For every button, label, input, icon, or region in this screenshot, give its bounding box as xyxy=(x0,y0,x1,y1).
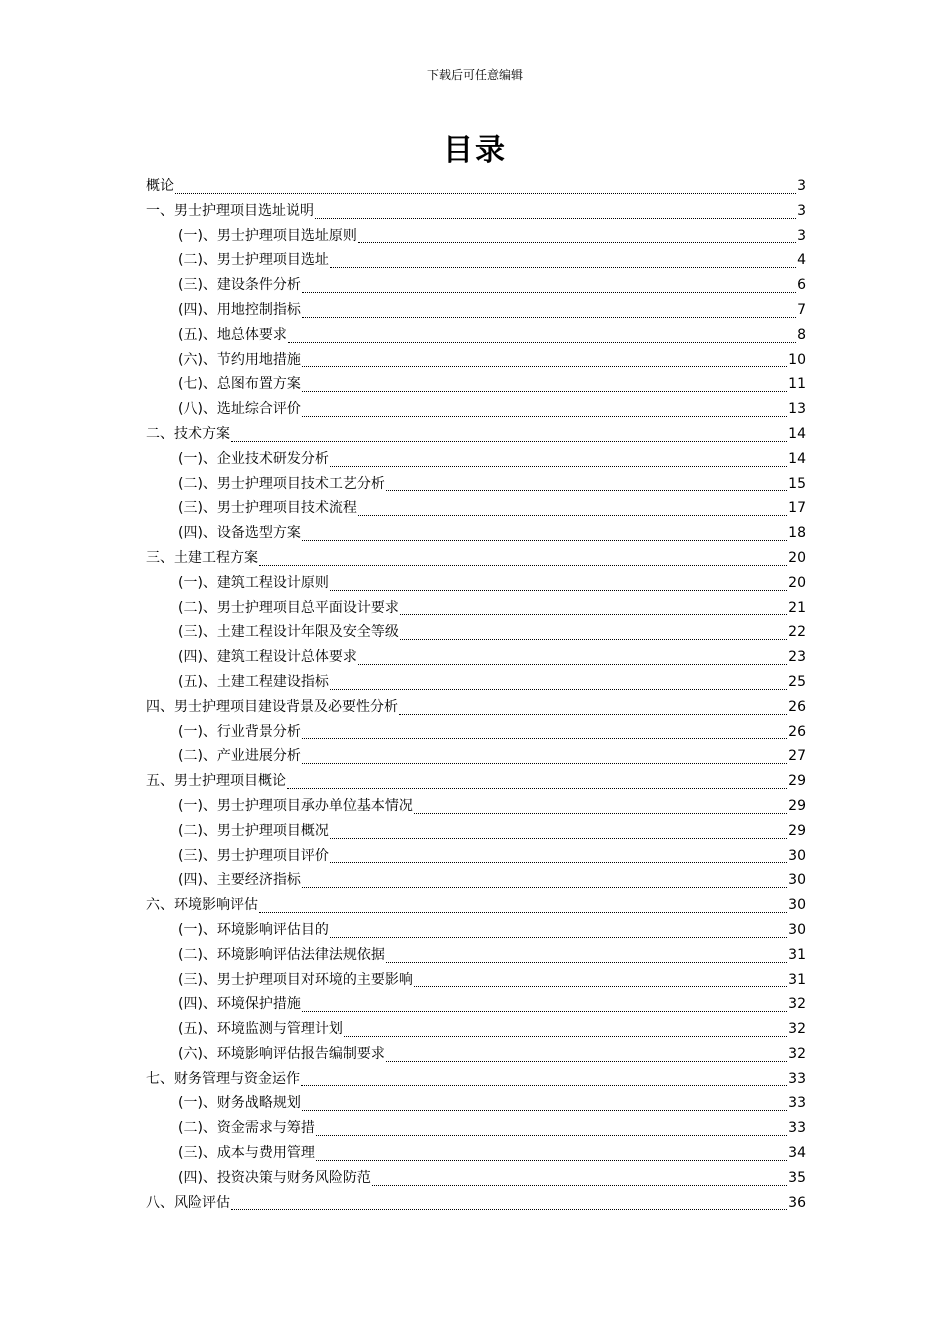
toc-entry-page: 30 xyxy=(788,847,806,864)
toc-entry-title: (四)、建筑工程设计总体要求 xyxy=(178,649,357,666)
toc-entry-page: 30 xyxy=(788,897,806,914)
toc-entry-page: 30 xyxy=(788,921,806,938)
toc-entry-page: 14 xyxy=(788,425,806,442)
toc-entry-title: (一)、建筑工程设计原则 xyxy=(178,574,329,591)
toc-entry-page: 3 xyxy=(797,178,806,194)
toc-entry-title: (一)、行业背景分析 xyxy=(178,723,301,740)
toc-leader-dots xyxy=(302,272,796,293)
toc-entry[interactable] xyxy=(146,496,806,521)
toc-entry-page: 17 xyxy=(788,500,806,517)
toc-entry-page: 31 xyxy=(788,946,806,963)
toc-leader-dots xyxy=(358,222,796,243)
toc-leader-dots xyxy=(231,421,787,442)
toc-entry[interactable] xyxy=(146,397,806,422)
toc-leader-dots xyxy=(330,446,787,467)
toc-leader-dots xyxy=(414,793,787,814)
toc-entry-page: 6 xyxy=(797,277,806,294)
toc-entry-title: (一)、男士护理项目承办单位基本情况 xyxy=(178,797,413,814)
toc-leader-dots xyxy=(301,1065,787,1086)
toc-entry-title: (三)、男士护理项目技术流程 xyxy=(178,500,357,517)
toc-entry-title: (二)、产业进展分析 xyxy=(178,748,301,765)
toc-leader-dots xyxy=(316,1140,787,1161)
toc-leader-dots xyxy=(330,818,787,839)
toc-entry[interactable] xyxy=(146,273,806,298)
toc-entry[interactable] xyxy=(146,968,806,993)
toc-entry-title: (七)、总图布置方案 xyxy=(178,376,301,393)
toc-entry-title: 三、土建工程方案 xyxy=(146,549,258,566)
toc-entry-page: 22 xyxy=(788,624,806,641)
toc-entry-page: 36 xyxy=(788,1194,806,1211)
toc-leader-dots xyxy=(386,1041,787,1062)
toc-entry[interactable] xyxy=(146,769,806,794)
toc-entry-title: (三)、土建工程设计年限及安全等级 xyxy=(178,624,399,641)
toc-entry-title: 四、男士护理项目建设背景及必要性分析 xyxy=(146,698,398,715)
toc-entry[interactable] xyxy=(146,819,806,844)
toc-entry-page: 29 xyxy=(788,797,806,814)
toc-leader-dots xyxy=(330,917,787,938)
toc-entry-page: 14 xyxy=(788,450,806,467)
toc-entry-title: (五)、环境监测与管理计划 xyxy=(178,1021,343,1038)
toc-entry-page: 8 xyxy=(797,326,806,343)
toc-entry-page: 23 xyxy=(788,649,806,666)
toc-entry[interactable] xyxy=(146,348,806,373)
toc-entry-title: 概论 xyxy=(146,178,174,194)
toc-leader-dots xyxy=(302,1090,787,1111)
toc-entry-page: 34 xyxy=(788,1145,806,1162)
toc-entry[interactable] xyxy=(146,472,806,497)
toc-leader-dots xyxy=(231,1189,787,1210)
toc-entry[interactable] xyxy=(146,199,806,224)
toc-entry-page: 29 xyxy=(788,822,806,839)
toc-entry-page: 35 xyxy=(788,1169,806,1186)
toc-entry[interactable] xyxy=(146,844,806,869)
toc-entry-title: (四)、环境保护措施 xyxy=(178,996,301,1013)
toc-entry[interactable] xyxy=(146,670,806,695)
toc-leader-dots xyxy=(316,1115,787,1136)
toc-entry-page: 33 xyxy=(788,1120,806,1137)
toc-entry-page: 15 xyxy=(788,475,806,492)
toc-leader-dots xyxy=(302,371,787,392)
toc-entry-title: 二、技术方案 xyxy=(146,425,230,442)
toc-entry-page: 27 xyxy=(788,748,806,765)
toc-entry-title: (四)、主要经济指标 xyxy=(178,872,301,889)
toc-leader-dots xyxy=(302,520,787,541)
toc-entry-title: (二)、男士护理项目选址 xyxy=(178,252,329,269)
toc-entry-page: 30 xyxy=(788,872,806,889)
toc-entry[interactable] xyxy=(146,1166,806,1191)
toc-leader-dots xyxy=(330,669,787,690)
toc-entry-title: (二)、男士护理项目总平面设计要求 xyxy=(178,599,399,616)
toc-leader-dots xyxy=(358,644,787,665)
toc-entry[interactable] xyxy=(146,893,806,918)
toc-entry[interactable] xyxy=(146,720,806,745)
toc-entry-page: 11 xyxy=(788,376,806,393)
toc-entry-page: 3 xyxy=(797,227,806,244)
toc-entry[interactable] xyxy=(146,1191,806,1216)
toc-leader-dots xyxy=(288,322,796,343)
toc-entry-title: 七、财务管理与资金运作 xyxy=(146,1070,300,1087)
toc-leader-dots xyxy=(302,297,796,318)
toc-entry-page: 18 xyxy=(788,525,806,542)
page-title: 目录 xyxy=(443,133,507,168)
toc-entry-title: (二)、资金需求与筹措 xyxy=(178,1120,315,1137)
table-of-contents xyxy=(146,174,806,1215)
toc-entry-title: (二)、男士护理项目概况 xyxy=(178,822,329,839)
toc-entry-page: 13 xyxy=(788,401,806,418)
toc-leader-dots xyxy=(399,694,787,715)
toc-entry-page: 32 xyxy=(788,1045,806,1062)
toc-entry-title: (一)、男士护理项目选址原则 xyxy=(178,227,357,244)
toc-leader-dots xyxy=(330,247,796,268)
toc-leader-dots xyxy=(302,991,787,1012)
toc-entry[interactable] xyxy=(146,794,806,819)
toc-entry-title: (六)、环境影响评估报告编制要求 xyxy=(178,1045,385,1062)
toc-entry-title: (三)、成本与费用管理 xyxy=(178,1145,315,1162)
toc-leader-dots xyxy=(414,966,787,987)
toc-leader-dots xyxy=(259,892,787,913)
toc-entry-page: 25 xyxy=(788,673,806,690)
toc-leader-dots xyxy=(330,842,787,863)
toc-entry-page: 10 xyxy=(788,351,806,368)
toc-leader-dots xyxy=(372,1165,787,1186)
toc-entry[interactable] xyxy=(146,422,806,447)
toc-leader-dots xyxy=(175,173,796,194)
page-header: 下载后可任意编辑 xyxy=(426,68,523,82)
toc-entry[interactable] xyxy=(146,620,806,645)
toc-leader-dots xyxy=(386,470,787,491)
toc-entry[interactable] xyxy=(146,571,806,596)
toc-entry[interactable] xyxy=(146,174,806,199)
toc-entry-title: (一)、环境影响评估目的 xyxy=(178,921,329,938)
toc-entry-page: 31 xyxy=(788,971,806,988)
toc-entry-title: (四)、投资决策与财务风险防范 xyxy=(178,1169,371,1186)
toc-entry-title: (八)、选址综合评价 xyxy=(178,401,301,418)
toc-entry[interactable] xyxy=(146,248,806,273)
toc-entry[interactable] xyxy=(146,1042,806,1067)
toc-entry[interactable] xyxy=(146,1091,806,1116)
toc-entry[interactable] xyxy=(146,596,806,621)
toc-entry-page: 32 xyxy=(788,1021,806,1038)
toc-leader-dots xyxy=(302,718,787,739)
toc-leader-dots xyxy=(259,545,787,566)
toc-entry-title: (三)、男士护理项目评价 xyxy=(178,847,329,864)
toc-entry-title: (六)、节约用地措施 xyxy=(178,351,301,368)
toc-entry-title: (二)、环境影响评估法律法规依据 xyxy=(178,946,385,963)
toc-entry-title: (五)、土建工程建设指标 xyxy=(178,673,329,690)
toc-entry[interactable] xyxy=(146,447,806,472)
toc-entry-page: 26 xyxy=(788,698,806,715)
toc-entry-page: 4 xyxy=(797,252,806,269)
toc-leader-dots xyxy=(302,867,787,888)
toc-entry[interactable] xyxy=(146,943,806,968)
toc-entry-title: (一)、财务战略规划 xyxy=(178,1095,301,1112)
toc-entry[interactable] xyxy=(146,992,806,1017)
toc-entry-title: 五、男士护理项目概论 xyxy=(146,773,286,790)
toc-entry[interactable] xyxy=(146,546,806,571)
toc-entry-title: 八、风险评估 xyxy=(146,1194,230,1211)
toc-entry[interactable] xyxy=(146,695,806,720)
toc-leader-dots xyxy=(400,619,787,640)
toc-leader-dots xyxy=(302,396,787,417)
toc-leader-dots xyxy=(302,743,787,764)
toc-entry-page: 33 xyxy=(788,1095,806,1112)
toc-entry[interactable] xyxy=(146,224,806,249)
toc-entry[interactable] xyxy=(146,1141,806,1166)
toc-entry-page: 33 xyxy=(788,1070,806,1087)
toc-entry[interactable] xyxy=(146,1017,806,1042)
toc-entry[interactable] xyxy=(146,1067,806,1092)
toc-entry-page: 20 xyxy=(788,574,806,591)
toc-entry[interactable] xyxy=(146,645,806,670)
toc-entry-page: 20 xyxy=(788,549,806,566)
toc-entry-title: (三)、男士护理项目对环境的主要影响 xyxy=(178,971,413,988)
toc-leader-dots xyxy=(315,198,796,219)
toc-entry-page: 7 xyxy=(797,301,806,318)
toc-entry-page: 29 xyxy=(788,773,806,790)
toc-leader-dots xyxy=(302,346,787,367)
toc-entry-title: 六、环境影响评估 xyxy=(146,897,258,914)
toc-entry-title: (四)、设备选型方案 xyxy=(178,525,301,542)
toc-leader-dots xyxy=(358,495,787,516)
toc-entry-page: 3 xyxy=(797,202,806,219)
toc-entry[interactable] xyxy=(146,918,806,943)
toc-leader-dots xyxy=(400,594,787,615)
toc-entry-title: (三)、建设条件分析 xyxy=(178,277,301,294)
toc-entry[interactable] xyxy=(146,372,806,397)
toc-leader-dots xyxy=(386,942,787,963)
toc-entry-title: (二)、男士护理项目技术工艺分析 xyxy=(178,475,385,492)
toc-entry[interactable] xyxy=(146,323,806,348)
toc-entry[interactable] xyxy=(146,1116,806,1141)
toc-entry[interactable] xyxy=(146,744,806,769)
toc-entry-title: (五)、地总体要求 xyxy=(178,326,287,343)
toc-entry-title: 一、男士护理项目选址说明 xyxy=(146,202,314,219)
toc-entry[interactable] xyxy=(146,521,806,546)
toc-entry[interactable] xyxy=(146,298,806,323)
toc-entry[interactable] xyxy=(146,868,806,893)
toc-entry-title: (四)、用地控制指标 xyxy=(178,301,301,318)
toc-entry-page: 21 xyxy=(788,599,806,616)
toc-entry-page: 32 xyxy=(788,996,806,1013)
toc-entry-page: 26 xyxy=(788,723,806,740)
toc-leader-dots xyxy=(287,768,787,789)
toc-leader-dots xyxy=(344,1016,787,1037)
toc-leader-dots xyxy=(330,570,787,591)
toc-entry-title: (一)、企业技术研发分析 xyxy=(178,450,329,467)
